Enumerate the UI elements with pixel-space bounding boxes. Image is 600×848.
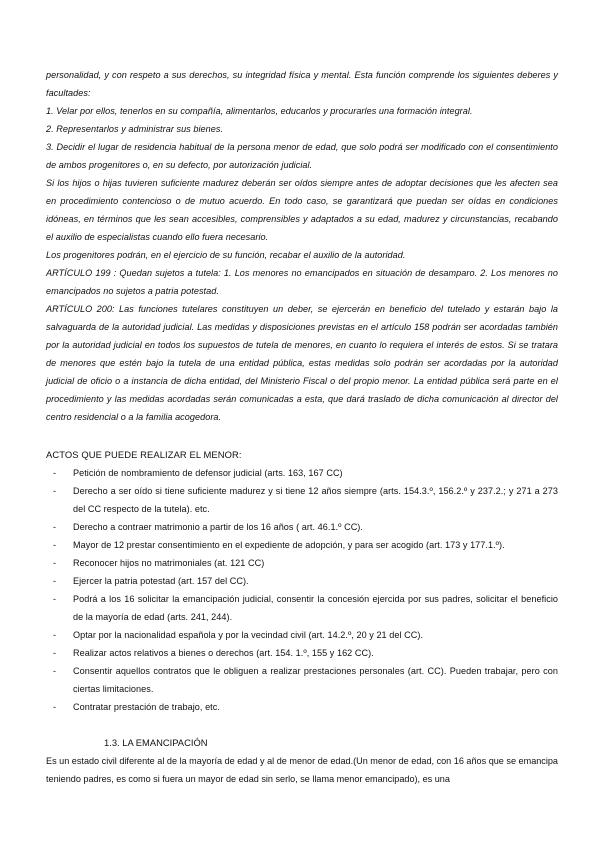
acts-list [46, 464, 558, 716]
list-item-text: Realizar actos relativos a bienes o derechos (art. 154. 1.º, 155 y 162 CC). [73, 648, 374, 658]
list-item [46, 518, 558, 536]
bullet-dash: - [53, 540, 57, 550]
acts-section-title: ACTOS QUE PUEDE REALIZAR EL MENOR: [46, 449, 242, 460]
emancipation-paragraph: Es un estado civil diferente al de la mayoría de edad y al de menor de edad.(Un menor de edad, con 16 años que se emancipa teniendo padres, es como si fuera un mayor de edad sin serlo, se llama menor emancipado), es una [46, 756, 558, 784]
list-item-text: Derecho a contraer matrimonio a partir de los 16 años ( art. 46.1.º CC). [73, 522, 363, 532]
bullet-dash: - [53, 594, 57, 604]
list-item-text: Derecho a ser oído si tiene suficiente madurez y si tiene 12 años siempre (arts. 154.3.º, 156.2.º y 237.2.; y 271 a 273 del CC respecto de la tutela). etc. [73, 486, 558, 514]
paragraph-articulo-200: ARTÍCULO 200: Las funciones tutelares constituyen un deber, se ejercerán en beneficio del tutelado y estarán bajo la salvaguarda de la autoridad judicial. Las medidas y disposiciones previstas en el artículo 158 podrán ser acordadas también por la autoridad judicial en todos los supuestos de tutela de menores, en cuanto lo requiera el interés de estos. Si se tratara de menores que estén bajo la tutela de una entidad pública, estas medidas solo podrán ser acordadas por la autoridad judicial de oficio o a instancia de dicha entidad, del Ministerio Fiscal o del propio menor. La entidad pública será parte en el procedimiento y las medidas acordadas serán comunicadas a esta, que dará traslado de dicha comunicación al director del centro residencial o a la familia acogedora. [46, 304, 558, 422]
list-item-text: Petición de nombramiento de defensor judicial (arts. 163, 167 CC) [73, 468, 343, 478]
list-item [46, 626, 558, 644]
list-item [46, 464, 558, 482]
list-item [46, 572, 558, 590]
paragraph-madurez: Si los hijos o hijas tuvieren suficiente madurez deberán ser oídos siempre antes de adoptar decisiones que les afecten sea en procedimiento contencioso o de mutuo acuerdo. En todo caso, se garantizará que puedan ser oídas en condiciones idóneas, en términos que les sean accesibles, comprensibles y adaptados a su edad, madurez y circunstancias, recabando el auxilio de especialistas cuando ello fuera necesario. [46, 178, 558, 242]
paragraph-item-3: 3. Decidir el lugar de residencia habitual de la persona menor de edad, que solo podrá ser modificado con el consentimiento de ambos progenitores o, en su defecto, por autorización judicial. [46, 142, 558, 170]
list-item-text: Consentir aquellos contratos que le obliguen a realizar prestaciones personales (art. CC). Pueden trabajar, pero con ciertas limitaciones. [73, 666, 558, 694]
list-item-text: Optar por la nacionalidad española y por la vecindad civil (art. 14.2.º, 20 y 21 del CC). [73, 630, 423, 640]
paragraph-item-2: 2. Representarlos y administrar sus bienes. [46, 124, 224, 134]
list-item-text: Podrá a los 16 solicitar la emancipación judicial, consentir la concesión ejercida por sus padres, solicitar el beneficio de la mayoría de edad (arts. 241, 244). [73, 594, 558, 622]
bullet-dash: - [53, 576, 57, 586]
paragraph-articulo-199: ARTÍCULO 199 : Quedan sujetos a tutela: 1. Los menores no emancipados en situación de desamparo. 2. Los menores no emancipados no sujetos a patria potestad. [46, 268, 558, 296]
bullet-dash: - [53, 468, 57, 478]
bullet-dash: - [53, 666, 57, 676]
list-item [46, 698, 558, 716]
page-content [46, 66, 558, 788]
list-item [46, 554, 558, 572]
bullet-dash: - [53, 702, 57, 712]
paragraph-item-1: 1. Velar por ellos, tenerlos en su compañía, alimentarlos, educarlos y procurarles una formación integral. [46, 106, 473, 116]
list-item [46, 482, 558, 518]
list-item [46, 662, 558, 698]
paragraph-progenitores: Los progenitores podrán, en el ejercicio de su función, recabar el auxilio de la autoridad. [46, 250, 406, 260]
list-item [46, 590, 558, 626]
intro-block [46, 66, 558, 426]
bullet-dash: - [53, 558, 57, 568]
bullet-dash: - [53, 630, 57, 640]
bullet-dash: - [53, 522, 57, 532]
list-item-text: Mayor de 12 prestar consentimiento en el expediente de adopción, y para ser acogido (art. 173 y 177.1.º). [73, 540, 505, 550]
bullet-dash: - [53, 486, 57, 496]
emancipation-section-title: 1.3. LA EMANCIPACIÓN [104, 737, 208, 748]
list-item-text: Contratar prestación de trabajo, etc. [73, 702, 220, 712]
list-item-text: Reconocer hijos no matrimoniales (at. 121 CC) [73, 558, 265, 568]
bullet-dash: - [53, 648, 57, 658]
list-item [46, 644, 558, 662]
list-item-text: Ejercer la patria potestad (art. 157 del CC). [73, 576, 249, 586]
list-item [46, 536, 558, 554]
paragraph-personalidad: personalidad, y con respeto a sus derechos, su integridad física y mental. Esta función comprende los siguientes deberes y facultades: [46, 70, 558, 98]
